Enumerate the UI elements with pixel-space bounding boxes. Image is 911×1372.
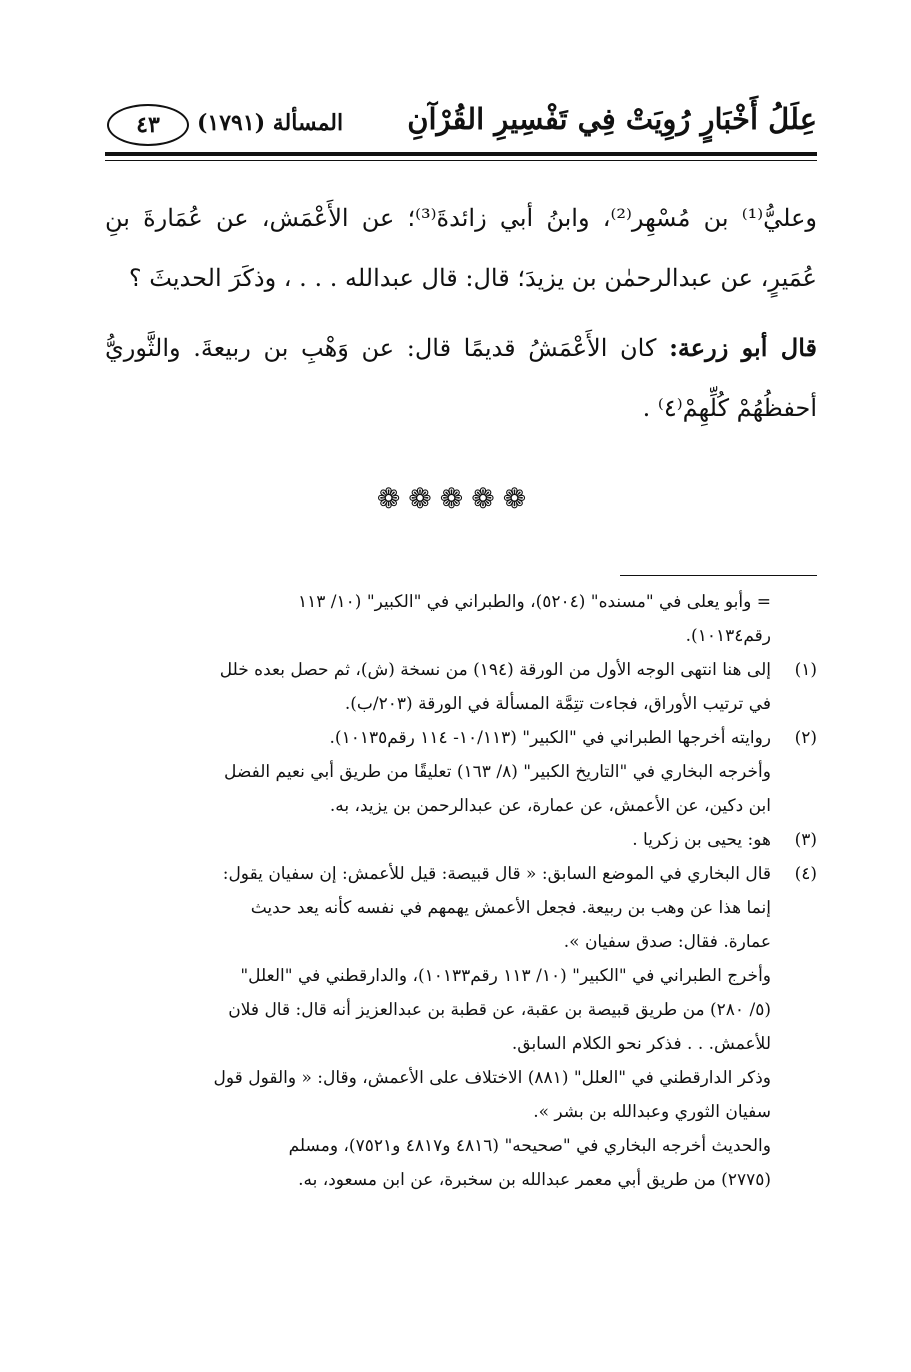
footnote-line: إنما هذا عن وهب بن ربيعة. فجعل الأعمش يهمهم في نفسه كأنه يعد حديث <box>250 898 771 918</box>
footnote-line: (٢٧٧٥) من طريق أبي معمر عبدالله بن سخبرة، عن ابن مسعود، به. <box>298 1170 771 1190</box>
footnote-line: إلى هنا انتهى الوجه الأول من الورقة (١٩٤) من نسخة (ش)، ثم حصل بعده خلل <box>219 660 771 680</box>
footnote <box>105 857 817 959</box>
footnote <box>105 959 817 1061</box>
footnote-line: للأعمش. . . فذكر نحو الكلام السابق. <box>511 1034 771 1054</box>
footnote-line: (٥/ ٢٨٠) من طريق قبيصة بن عقبة، عن قطبة بن عبدالعزيز أنه قال: قال فلان <box>228 1000 771 1020</box>
page-number: ٤٣ <box>107 104 189 146</box>
footnote-number: (٢) <box>794 728 817 748</box>
footnote-line: وذكر الدارقطني في "العلل" (٨٨١) الاختلاف على الأعمش، وقال: « والقول قول <box>213 1068 771 1088</box>
footnote-line: = وأبو يعلى في "مسنده" (٥٢٠٤)، والطبراني في "الكبير" (١٠/ ١١٣ <box>297 592 771 612</box>
section-divider: ❁❁❁❁❁ <box>376 482 535 515</box>
footnote-line: عمارة. فقال: صدق سفيان ». <box>563 932 771 952</box>
page-header <box>105 98 817 148</box>
header-rule-thick <box>105 152 817 156</box>
paragraph-isnad: وعليُّ⁽¹⁾ بن مُسْهِر⁽²⁾، وابنُ أبي زائدةَ⁽³⁾؛ عن الأَعْمَش، عن عُمَارةَ بنِ عُمَيرٍ، عن عبدالرحمٰن بن يزيدَ؛ قال: قال عبدالله . . . ، وذكَرَ الحديثَ ؟ <box>105 204 817 292</box>
footnote <box>105 721 817 755</box>
footnotes <box>105 585 817 1197</box>
footnote-line: في ترتيب الأوراق، فجاءت تتِمَّة المسألة في الورقة (٢٠٣/ب). <box>344 694 771 714</box>
footnote-line: روايته أخرجها الطبراني في "الكبير" (١٠/١١٣- ١١٤ رقم١٠١٣٥). <box>329 728 771 748</box>
footnote-line: ابن دكين، عن الأعمش، عن عمارة، عن عبدالرحمن بن يزيد، به. <box>329 796 771 816</box>
speaker-label: قال أبو زرعة: <box>669 333 817 362</box>
footnote <box>105 653 817 721</box>
footnote-rule <box>620 575 817 576</box>
footnote <box>105 585 817 653</box>
footnote <box>105 755 817 823</box>
footnote-number: (٤) <box>794 864 817 884</box>
paragraph-text: كان الأَعْمَشُ قديمًا قال: عن وَهْبِ بن ربيعةَ. والثَّوريُّ أحفظُهُمْ كُلِّهِمْ⁽٤⁾ . <box>105 334 817 422</box>
paragraph-abu-zura <box>105 318 817 438</box>
footnote <box>105 1129 817 1197</box>
footnote <box>105 1061 817 1129</box>
footnote-line: قال البخاري في الموضع السابق: « قال قبيصة: قيل للأعمش: إن سفيان يقول: <box>222 864 771 884</box>
footnote <box>105 823 817 857</box>
header-rule-thin <box>105 160 817 161</box>
footnote-line: والحديث أخرجه البخاري في "صحيحه" (٤٨١٦ و٤٨١٧ و٧٥٢١)، ومسلم <box>288 1136 771 1156</box>
footnote-line: هو: يحيى بن زكريا . <box>632 830 771 850</box>
footnote-number: (١) <box>794 660 817 680</box>
footnote-line: وأخرج الطبراني في "الكبير" (١٠/ ١١٣ رقم١٠١٣٣)، والدارقطني في "العلل" <box>240 966 771 986</box>
footnote-number: (٣) <box>794 830 817 850</box>
issue-label: المسألة (١٧٩١) <box>197 110 344 136</box>
book-title: عِلَلُ أَخْبَارٍ رُوِيَتْ فِي تَفْسِيرِ القُرْآنِ <box>407 102 817 136</box>
footnote-line: سفيان الثوري وعبدالله بن بشر ». <box>533 1102 771 1122</box>
main-text <box>105 188 817 448</box>
footnote-line: رقم١٠١٣٤). <box>685 626 771 646</box>
footnote-line: وأخرجه البخاري في "التاريخ الكبير" (٨/ ١٦٣) تعليقًا من طريق أبي نعيم الفضل <box>224 762 771 782</box>
